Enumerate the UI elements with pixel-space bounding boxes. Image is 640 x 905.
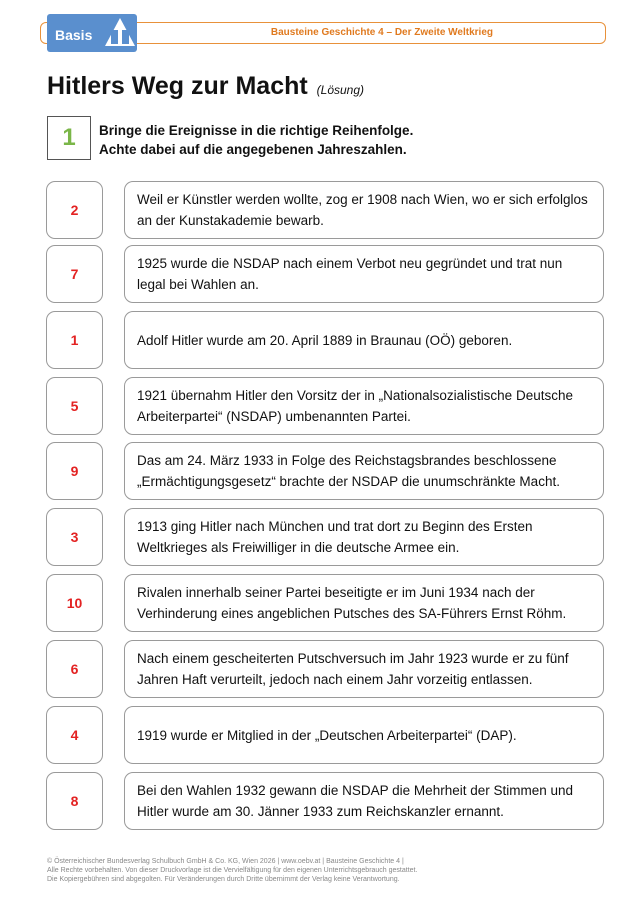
- copyright-footer: [47, 857, 607, 884]
- instruction-line-1: Bringe die Ereignisse in die richtige Reihenfolge.: [99, 123, 414, 138]
- list-item: [46, 508, 606, 566]
- list-item: [46, 245, 606, 303]
- order-number: 9: [46, 442, 103, 500]
- task-instruction: [99, 121, 413, 159]
- list-item: [46, 181, 606, 239]
- title-main: Hitlers Weg zur Macht: [47, 72, 308, 100]
- list-item: [46, 640, 606, 698]
- footer-line-2: Alle Rechte vorbehalten. Von dieser Druckvorlage ist die Vervielfältigung für den eigenen Unterrichtsgebrauch gestattet.: [47, 867, 418, 874]
- order-number: 8: [46, 772, 103, 830]
- title-sub: (Lösung): [316, 83, 365, 97]
- event-text: Adolf Hitler wurde am 20. April 1889 in Braunau (OÖ) geboren.: [124, 311, 604, 369]
- task-number: 1: [47, 116, 91, 160]
- event-text: 1913 ging Hitler nach München und trat dort zu Beginn des Ersten Weltkrieges als Freiwilliger in die deutsche Armee ein.: [124, 508, 604, 566]
- event-text: Bei den Wahlen 1932 gewann die NSDAP die Mehrheit der Stimmen und Hitler wurde am 30. Jänner 1933 zum Reichskanzler ernannt.: [124, 772, 604, 830]
- event-text: Nach einem gescheiterten Putschversuch im Jahr 1923 wurde er zu fünf Jahren Haft verurteilt, jedoch nach einem Jahr vorzeitig entlassen.: [124, 640, 604, 698]
- list-item: [46, 377, 606, 435]
- instruction-line-2: Achte dabei auf die angegebenen Jahreszahlen.: [99, 142, 407, 157]
- event-text: 1919 wurde er Mitglied in der „Deutschen Arbeiterpartei“ (DAP).: [124, 706, 604, 764]
- list-item: [46, 772, 606, 830]
- page-title: [47, 72, 364, 101]
- order-number: 7: [46, 245, 103, 303]
- basis-logo: [47, 14, 137, 52]
- order-number: 5: [46, 377, 103, 435]
- list-item: [46, 574, 606, 632]
- event-text: 1925 wurde die NSDAP nach einem Verbot neu gegründet und trat nun legal bei Wahlen an.: [124, 245, 604, 303]
- event-text: Rivalen innerhalb seiner Partei beseitigte er im Juni 1934 nach der Verhinderung eines angeblichen Putsches des SA-Führers Ernst Röhm.: [124, 574, 604, 632]
- order-number: 6: [46, 640, 103, 698]
- footer-line-1: © Österreichischer Bundesverlag Schulbuch GmbH & Co. KG, Wien 2026 | www.oebv.at | Bausteine Geschichte 4 |: [47, 858, 404, 865]
- event-text: 1921 übernahm Hitler den Vorsitz der in „Nationalsozialistische Deutsche Arbeiterpartei“ (NSDAP) umbenannten Partei.: [124, 377, 604, 435]
- event-text: Weil er Künstler werden wollte, zog er 1908 nach Wien, wo er sich erfolglos an der Kunstakademie bewarb.: [124, 181, 604, 239]
- footer-line-3: Die Kopiergebühren sind abgegolten. Für Veränderungen durch Dritte übernimmt der Verlag keine Verantwortung.: [47, 876, 400, 883]
- order-number: 10: [46, 574, 103, 632]
- list-item: [46, 706, 606, 764]
- order-number: 1: [46, 311, 103, 369]
- series-title: Bausteine Geschichte 4 – Der Zweite Weltkrieg: [270, 27, 493, 38]
- event-text: Das am 24. März 1933 in Folge des Reichstagsbrandes beschlossene „Ermächtigungsgesetz“ brachte der NSDAP die unumschränkte Macht.: [124, 442, 604, 500]
- order-number: 2: [46, 181, 103, 239]
- list-item: [46, 442, 606, 500]
- order-number: 3: [46, 508, 103, 566]
- order-number: 4: [46, 706, 103, 764]
- logo-text: Basis: [55, 27, 93, 43]
- list-item: [46, 311, 606, 369]
